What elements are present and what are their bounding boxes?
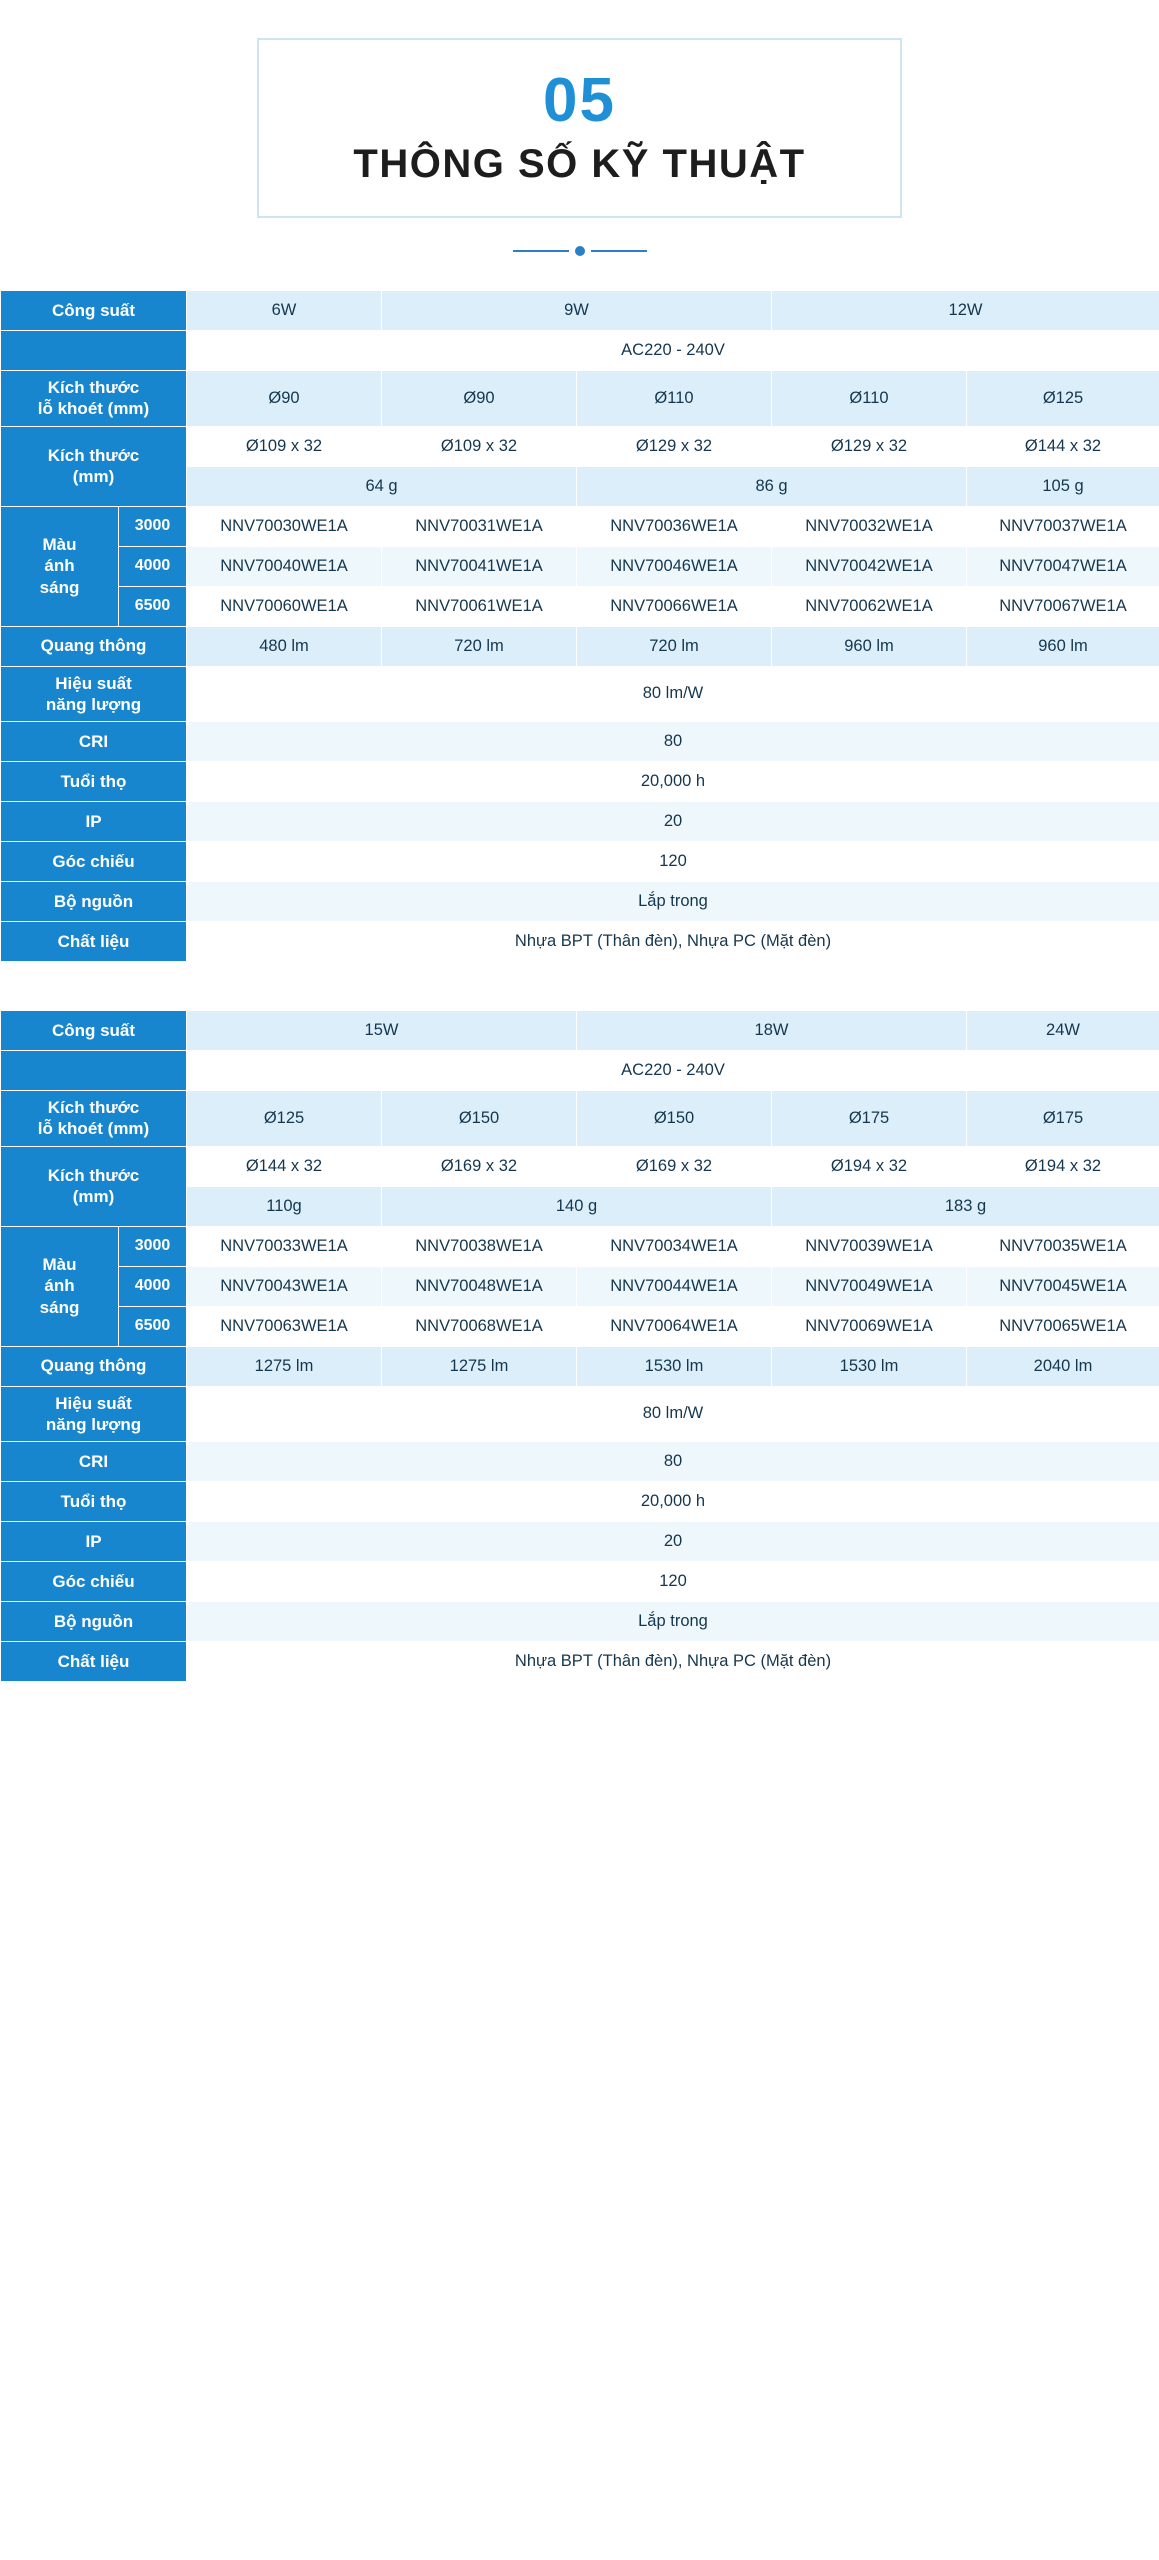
table-gap — [0, 962, 1159, 1010]
code-4000-2: NNV70041WE1A — [382, 546, 577, 586]
weight-2: 140 g — [382, 1186, 772, 1226]
code-3000-1: NNV70033WE1A — [187, 1226, 382, 1266]
code-4000-4: NNV70042WE1A — [772, 546, 967, 586]
row-label-voltage — [1, 1051, 187, 1091]
table-row — [1, 426, 1159, 466]
row-label-beam: Góc chiếu — [1, 842, 187, 882]
section-number: 05 — [543, 66, 616, 135]
power-12w: 12W — [772, 291, 1159, 331]
row-label-driver: Bộ nguồn — [1, 882, 187, 922]
flux-1: 480 lm — [187, 626, 382, 666]
voltage-value: AC220 - 240V — [187, 1051, 1159, 1091]
row-label-cutout — [1, 371, 187, 427]
cutout-5: Ø125 — [967, 371, 1159, 427]
size-5: Ø194 x 32 — [967, 1146, 1159, 1186]
code-6500-4: NNV70062WE1A — [772, 586, 967, 626]
table-row — [1, 586, 1159, 626]
cutout-4: Ø110 — [772, 371, 967, 427]
row-label-size-line2: (mm) — [72, 1187, 115, 1206]
table-row — [1, 1266, 1159, 1306]
code-3000-4: NNV70032WE1A — [772, 506, 967, 546]
row-label-size-line1: Kích thước — [47, 1165, 140, 1185]
row-label-color — [1, 506, 119, 626]
weight-3: 105 g — [967, 466, 1159, 506]
divider-line-right — [591, 250, 647, 252]
size-1: Ø144 x 32 — [187, 1146, 382, 1186]
cutout-2: Ø90 — [382, 371, 577, 427]
code-4000-5: NNV70045WE1A — [967, 1266, 1159, 1306]
flux-4: 1530 lm — [772, 1346, 967, 1386]
table-row — [1, 1346, 1159, 1386]
row-label-cri: CRI — [1, 722, 187, 762]
power-24w: 24W — [967, 1011, 1159, 1051]
code-6500-4: NNV70069WE1A — [772, 1306, 967, 1346]
driver-value: Lắp trong — [187, 882, 1159, 922]
size-4: Ø129 x 32 — [772, 426, 967, 466]
table-row — [1, 842, 1159, 882]
cri-value: 80 — [187, 722, 1159, 762]
flux-2: 1275 lm — [382, 1346, 577, 1386]
material-value: Nhựa BPT (Thân đèn), Nhựa PC (Mặt đèn) — [187, 922, 1159, 962]
table-row — [1, 882, 1159, 922]
page-header — [0, 10, 1159, 218]
table-row — [1, 922, 1159, 962]
code-6500-3: NNV70066WE1A — [577, 586, 772, 626]
cutout-2: Ø150 — [382, 1091, 577, 1147]
flux-3: 720 lm — [577, 626, 772, 666]
code-4000-2: NNV70048WE1A — [382, 1266, 577, 1306]
table-row — [1, 1011, 1159, 1051]
table-row — [1, 1051, 1159, 1091]
row-label-efficacy-line1: Hiệu suất — [55, 673, 132, 693]
code-4000-3: NNV70046WE1A — [577, 546, 772, 586]
code-3000-2: NNV70031WE1A — [382, 506, 577, 546]
table-row — [1, 1562, 1159, 1602]
row-label-color-line3: sáng — [39, 1297, 80, 1317]
row-label-cutout-line1: Kích thước — [47, 1098, 140, 1117]
code-6500-2: NNV70068WE1A — [382, 1306, 577, 1346]
size-3: Ø169 x 32 — [577, 1146, 772, 1186]
table-row — [1, 1091, 1159, 1147]
spec-table-2 — [0, 1010, 1159, 1682]
size-2: Ø109 x 32 — [382, 426, 577, 466]
table-row — [1, 762, 1159, 802]
row-label-color-line1: Màu — [42, 1255, 77, 1275]
row-label-cutout-line2: lỗ khoét (mm) — [37, 1119, 150, 1139]
code-3000-5: NNV70037WE1A — [967, 506, 1159, 546]
flux-4: 960 lm — [772, 626, 967, 666]
table-row — [1, 1482, 1159, 1522]
row-label-color-line2: ánh — [44, 1276, 75, 1296]
table-row — [1, 666, 1159, 722]
divider-line-left — [513, 250, 569, 252]
row-label-cutout-line2: lỗ khoét (mm) — [37, 399, 150, 419]
table-row — [1, 291, 1159, 331]
weight-1: 110g — [187, 1186, 382, 1226]
table-row — [1, 331, 1159, 371]
code-6500-1: NNV70063WE1A — [187, 1306, 382, 1346]
code-4000-3: NNV70044WE1A — [577, 1266, 772, 1306]
table-row — [1, 1522, 1159, 1562]
color-temp-4000: 4000 — [119, 1266, 187, 1306]
page-title: THÔNG SỐ KỸ THUẬT — [353, 142, 806, 186]
lifetime-value: 20,000 h — [187, 762, 1159, 802]
table-row — [1, 1442, 1159, 1482]
row-label-beam: Góc chiếu — [1, 1562, 187, 1602]
row-label-size — [1, 1146, 187, 1226]
row-label-size-line2: (mm) — [72, 467, 115, 486]
driver-value: Lắp trong — [187, 1602, 1159, 1642]
row-label-cutout — [1, 1091, 187, 1147]
code-6500-5: NNV70065WE1A — [967, 1306, 1159, 1346]
code-4000-4: NNV70049WE1A — [772, 1266, 967, 1306]
header-frame — [257, 38, 902, 218]
color-temp-6500: 6500 — [119, 1306, 187, 1346]
table-row — [1, 1146, 1159, 1186]
size-3: Ø129 x 32 — [577, 426, 772, 466]
section-divider — [0, 246, 1159, 256]
code-6500-1: NNV70060WE1A — [187, 586, 382, 626]
row-label-ip: IP — [1, 802, 187, 842]
row-label-color-line3: sáng — [39, 577, 80, 597]
cutout-4: Ø175 — [772, 1091, 967, 1147]
code-4000-5: NNV70047WE1A — [967, 546, 1159, 586]
table-row — [1, 1306, 1159, 1346]
code-6500-3: NNV70064WE1A — [577, 1306, 772, 1346]
size-1: Ø109 x 32 — [187, 426, 382, 466]
table-row — [1, 1642, 1159, 1682]
row-label-color-line2: ánh — [44, 556, 75, 576]
voltage-value: AC220 - 240V — [187, 331, 1159, 371]
row-label-efficacy — [1, 1386, 187, 1442]
flux-1: 1275 lm — [187, 1346, 382, 1386]
table-row — [1, 802, 1159, 842]
color-temp-6500: 6500 — [119, 586, 187, 626]
row-label-material: Chất liệu — [1, 922, 187, 962]
code-3000-1: NNV70030WE1A — [187, 506, 382, 546]
cutout-1: Ø90 — [187, 371, 382, 427]
table-row — [1, 626, 1159, 666]
row-label-cutout-line1: Kích thước — [47, 378, 140, 397]
row-label-efficacy-line2: năng lượng — [45, 694, 142, 714]
power-15w: 15W — [187, 1011, 577, 1051]
row-label-cri: CRI — [1, 1442, 187, 1482]
flux-2: 720 lm — [382, 626, 577, 666]
divider-dot — [575, 246, 585, 256]
color-temp-3000: 3000 — [119, 1226, 187, 1266]
size-4: Ø194 x 32 — [772, 1146, 967, 1186]
row-label-color — [1, 1226, 119, 1346]
size-2: Ø169 x 32 — [382, 1146, 577, 1186]
row-label-ip: IP — [1, 1522, 187, 1562]
code-4000-1: NNV70040WE1A — [187, 546, 382, 586]
row-label-lifetime: Tuổi thọ — [1, 762, 187, 802]
color-temp-3000: 3000 — [119, 506, 187, 546]
beam-value: 120 — [187, 1562, 1159, 1602]
flux-3: 1530 lm — [577, 1346, 772, 1386]
material-value: Nhựa BPT (Thân đèn), Nhựa PC (Mặt đèn) — [187, 1642, 1159, 1682]
cri-value: 80 — [187, 1442, 1159, 1482]
cutout-1: Ø125 — [187, 1091, 382, 1147]
row-label-efficacy-line1: Hiệu suất — [55, 1393, 132, 1413]
table-row — [1, 371, 1159, 427]
table-row — [1, 506, 1159, 546]
efficacy-value: 80 lm/W — [187, 1386, 1159, 1442]
code-6500-5: NNV70067WE1A — [967, 586, 1159, 626]
ip-value: 20 — [187, 802, 1159, 842]
row-label-size-line1: Kích thước — [47, 445, 140, 465]
efficacy-value: 80 lm/W — [187, 666, 1159, 722]
code-3000-5: NNV70035WE1A — [967, 1226, 1159, 1266]
row-label-voltage — [1, 331, 187, 371]
flux-5: 2040 lm — [967, 1346, 1159, 1386]
code-3000-3: NNV70036WE1A — [577, 506, 772, 546]
size-5: Ø144 x 32 — [967, 426, 1159, 466]
table-row — [1, 1602, 1159, 1642]
weight-2: 86 g — [577, 466, 967, 506]
table-row — [1, 1226, 1159, 1266]
row-label-lifetime: Tuổi thọ — [1, 1482, 187, 1522]
power-9w: 9W — [382, 291, 772, 331]
row-label-efficacy — [1, 666, 187, 722]
weight-1: 64 g — [187, 466, 577, 506]
table-row — [1, 1386, 1159, 1442]
cutout-3: Ø110 — [577, 371, 772, 427]
code-3000-2: NNV70038WE1A — [382, 1226, 577, 1266]
row-label-color-line1: Màu — [42, 535, 77, 555]
power-18w: 18W — [577, 1011, 967, 1051]
row-label-power: Công suất — [1, 291, 187, 331]
row-label-flux: Quang thông — [1, 626, 187, 666]
row-label-power: Công suất — [1, 1011, 187, 1051]
beam-value: 120 — [187, 842, 1159, 882]
row-label-size — [1, 426, 187, 506]
code-3000-3: NNV70034WE1A — [577, 1226, 772, 1266]
cutout-3: Ø150 — [577, 1091, 772, 1147]
table-row — [1, 546, 1159, 586]
code-3000-4: NNV70039WE1A — [772, 1226, 967, 1266]
row-label-driver: Bộ nguồn — [1, 1602, 187, 1642]
flux-5: 960 lm — [967, 626, 1159, 666]
cutout-5: Ø175 — [967, 1091, 1159, 1147]
table-row — [1, 722, 1159, 762]
row-label-efficacy-line2: năng lượng — [45, 1414, 142, 1434]
ip-value: 20 — [187, 1522, 1159, 1562]
lifetime-value: 20,000 h — [187, 1482, 1159, 1522]
row-label-flux: Quang thông — [1, 1346, 187, 1386]
color-temp-4000: 4000 — [119, 546, 187, 586]
code-6500-2: NNV70061WE1A — [382, 586, 577, 626]
power-6w: 6W — [187, 291, 382, 331]
code-4000-1: NNV70043WE1A — [187, 1266, 382, 1306]
spec-table-1 — [0, 290, 1159, 962]
row-label-material: Chất liệu — [1, 1642, 187, 1682]
weight-3: 183 g — [772, 1186, 1159, 1226]
